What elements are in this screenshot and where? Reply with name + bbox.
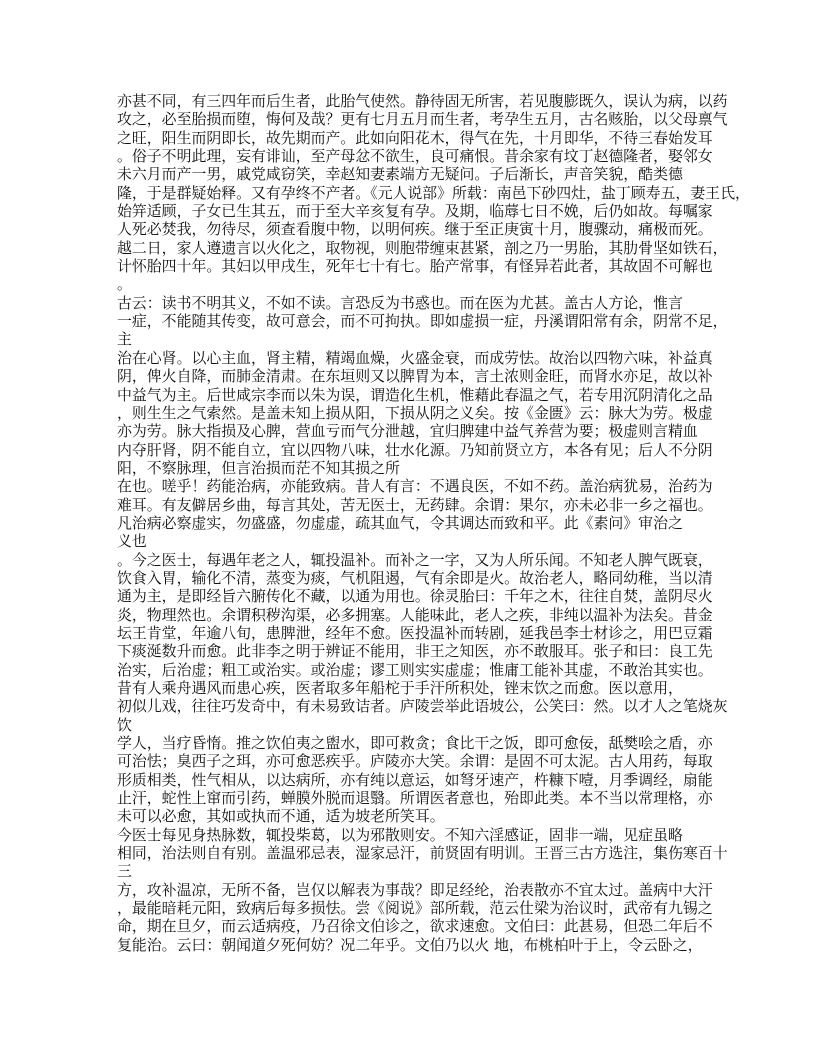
text-line: 相同，治法则自有别。盖温邪忌表，湿家忌汗，前贤固有明训。王晋三古方选注，集伤寒百十 bbox=[117, 844, 728, 863]
text-line: 凡治病必察虚实，勿盛盛，勿虚虚，疏其血气，令其调达而致和平。此《素问》审治之 bbox=[117, 513, 683, 532]
text-line: 初似儿戏，往往巧发奇中，有未易致诘者。庐陵尝举此语坡公，公笑曰：然。以才人之笔烧灰 bbox=[117, 697, 728, 716]
text-line: 昔有人乘舟遇风而患心疾，医者取多年船柁于手汗所积处，锉末饮之而愈。医以意用， bbox=[117, 679, 683, 697]
text-line: 饮 bbox=[117, 715, 132, 734]
text-line: 形质相类，性气相从，以达病所，亦有纯以意运，如弩牙速产，杵糠下噎，月季调经，扇能 bbox=[117, 770, 713, 789]
text-line: ，则生生之气索然。是盖未知上损从阳，下损从阴之义矣。按《金匮》云：脉大为劳。极虚 bbox=[117, 403, 713, 422]
text-line: ，最能暗耗元阳，致病后每多损怯。尝《阅说》部所载，范云仕梁为治议时，武帝有九锡之 bbox=[117, 899, 713, 918]
text-line: 复能治。云曰：朝闻道夕死何妨？况二年乎。文伯乃以火 地，布桃柏叶于上，令云卧之， bbox=[117, 935, 703, 954]
text-line: 亦甚不同，有三四年而后生者，此胎气使然。静待固无所害，若见腹膨既久，误认为病，以药 bbox=[117, 92, 728, 110]
text-line: 坛王肯堂，年逾八旬，患脾泄，经年不愈。医投温补而转剧，延我邑李士材诊之，用巴豆霜 bbox=[117, 623, 713, 642]
text-line: 难耳。有友僻居乡曲，每言其处，苦无医士，无药肆。余谓：果尔，亦未必非一乡之福也。 bbox=[117, 495, 713, 514]
text-line: 隆，于是群疑始释。又有孕终不产者。《元人说部》所载：南邑下砂四灶，盐丁顾寿五，妻王氏， bbox=[117, 183, 750, 202]
text-line: 中益气为主。后世咸宗李而以朱为误，谓造化生机，惟藉此春温之气，若专用沉阴清化之品 bbox=[117, 385, 713, 404]
text-line: 古云：读书不明其义，不如不读。言恐反为书惑也。而在医为尤甚。盖古人方论，惟言 bbox=[117, 293, 683, 312]
text-line: 亦为劳。脉大指损及心脾，营血亏而气分泄越，宜归脾建中益气养营为要；极虚则言精血 bbox=[117, 422, 698, 441]
text-line: 之旺，阳生而阴即长，故先期而产。此如向阳花木，得气在先，十月即华，不待三春始发耳 bbox=[117, 128, 713, 147]
text-line: 。今之医士，每遇年老之人，辄投温补。而补之一字，又为人所乐闻。不知老人脾气既衰， bbox=[117, 550, 713, 569]
text-line: 命，期在旦夕，而云适病疫，乃召徐文伯诊之，欲求速愈。文伯曰：此甚易，但恐二年后不 bbox=[117, 917, 713, 936]
text-line: 。俗子不明此理，妄有诽讪，至产母忿不欲生，良可痛恨。昔余家有坟丁赵德隆者，娶邻女 bbox=[117, 147, 713, 166]
text-line: 方，攻补温凉，无所不备，岂仅以解表为事哉？即足经纶，治表散亦不宜太过。盖病中大汗 bbox=[117, 880, 713, 899]
text-line: 饮食入胃，输化不清，蒸变为痰，气机阻遏，气有余即是火。故治老人，略同幼稚，当以清 bbox=[117, 568, 713, 587]
text-line: 未六月而产一男，戚党咸窃笑，幸赵知妻素端方无疑问。子后渐长，声音笑貌，酷类德 bbox=[117, 165, 683, 184]
text-line: 始笄适顾，子女已生其五，而于至大辛亥复有孕。及期，临蓐七日不娩，后仍如故。每嘱家 bbox=[117, 202, 713, 221]
text-line: 一症，不能随其传变，故可意会，而不可拘执。即如虚损一症，丹溪谓阳常有余，阴常不足， bbox=[117, 312, 728, 331]
text-line: 下痰涎数升而愈。此非李之明于辨证不能用，非王之知医，亦不敢服耳。张子和曰：良工先 bbox=[117, 642, 713, 661]
text-line: 计怀胎四十年。其妇以甲戌生，死年七十有七。胎产常事，有怪异若此者，其故固不可解也 bbox=[117, 257, 713, 276]
text-line: 学人，当疗昏惰。推之饮伯夷之盥水，即可救贪；食比干之饭，即可愈佞，舐樊哙之盾，亦 bbox=[117, 734, 713, 753]
text-line: 阳，不察脉理，但言治损而茫不知其损之所 bbox=[117, 458, 400, 477]
text-line: 内夺肝肾，阴不能自立，宜以四物八味，壮水化源。乃知前贤立方，本各有见；后人不分阴 bbox=[117, 440, 713, 459]
text-line: 三 bbox=[117, 862, 132, 881]
text-line: 治实，后治虚；粗工或治实。或治虚；谬工则实实虚虚；惟庸工能补其虚，不敢治其实也。 bbox=[117, 660, 713, 679]
text-line: 在也。嗟乎！药能治病，亦能致病。昔人有言：不遇良医，不如不药。盖治病犹易，治药为 bbox=[117, 477, 713, 496]
text-line: 炎，物理然也。余谓积秽沟渠，必多拥塞。人能味此，老人之疾，非纯以温补为法矣。昔金 bbox=[117, 605, 713, 624]
text-line: 止汗，蛇性上窜而引药，蝉膜外脱而退翳。所谓医者意也，殆即此类。本不当以常理格，亦 bbox=[117, 789, 713, 808]
text-line: 可治怯；臭西子之珥，亦可愈恶疾乎。庐陵亦大笑。余谓：是固不可太泥。古人用药，每取 bbox=[117, 752, 713, 771]
text-line: 人死必焚我，勿待尽，须查看腹中物，以明何疾。继于至正庚寅十月，腹骤动，痛极而死。 bbox=[117, 220, 713, 239]
text-line: 。 bbox=[117, 275, 132, 294]
text-line: 阴，俾火自降，而肺金清肃。在东垣则又以脾胃为本，言土浓则金旺，而肾水亦足，故以补 bbox=[117, 367, 713, 386]
text-line: 越二日，家人遵遗言以火化之，取物视，则胞带缠束甚紧，剖之乃一男胎，其肋骨坚如铁石， bbox=[117, 238, 728, 257]
text-line: 通为主，是即经旨六腑传化不藏，以通为用也。徐灵胎曰：千年之木，往往自焚，盖阴尽火 bbox=[117, 587, 713, 606]
text-line: 今医士每见身热脉数，辄投柴葛，以为邪散则安。不知六淫感证，固非一端，见症虽略 bbox=[117, 825, 683, 844]
text-line: 义也 bbox=[117, 532, 147, 551]
text-line: 未可以必愈，其如或执而不通，适为坡老所笑耳。 bbox=[117, 807, 445, 826]
text-line: 主 bbox=[117, 330, 132, 349]
text-line: 治在心肾。以心主血，肾主精，精竭血燥，火盛金衰，而成劳怯。故治以四物六味，补益真 bbox=[117, 348, 713, 367]
text-line: 攻之，必至胎损而堕，悔何及哉？更有七月五月而生者，考孕生五月，古名赅胎，以父母禀气 bbox=[117, 110, 728, 129]
document-page bbox=[117, 92, 750, 954]
